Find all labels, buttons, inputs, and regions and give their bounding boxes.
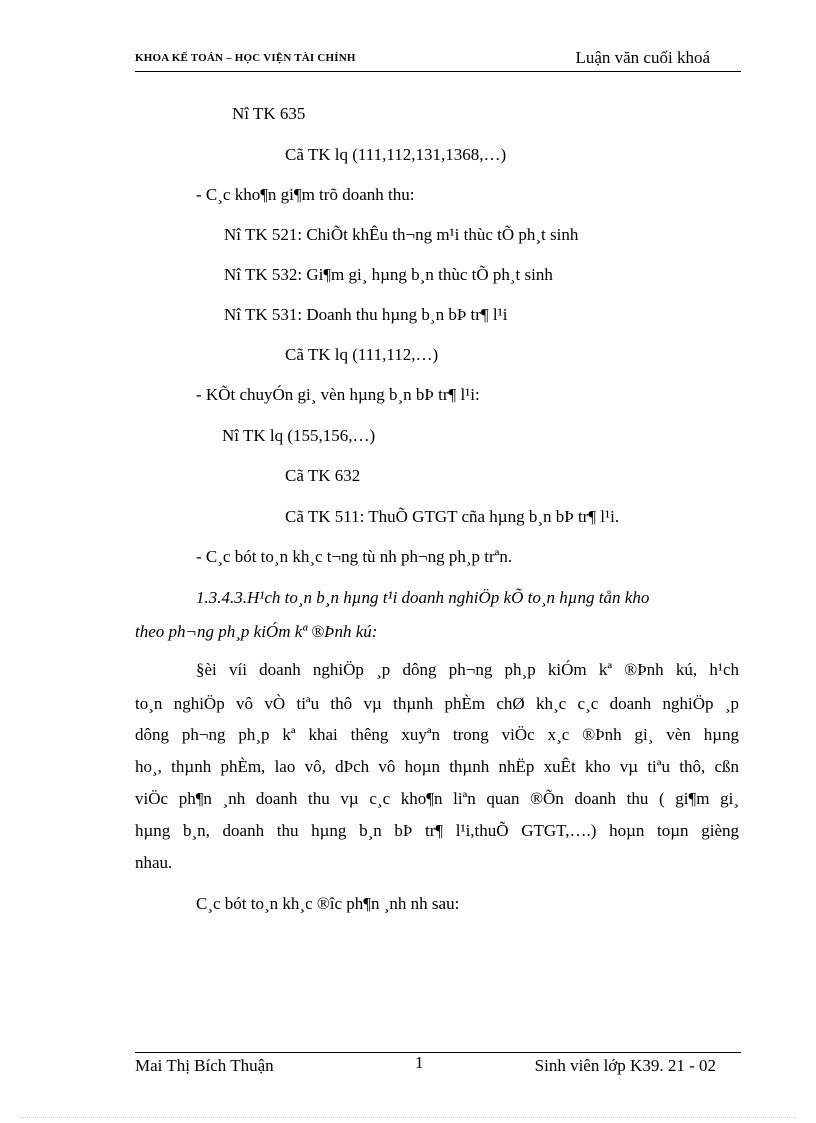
entry-debit-lq: Nî TK lq (155,156,…) — [222, 426, 376, 445]
paragraph-line-2: to¸n nghiÖp vô vÒ tiªu thô vµ thµnh phÈm chØ kh¸c c¸c doanh nghiÖp ¸p — [135, 694, 739, 713]
section-heading-line-2: theo ph¬ng ph¸p kiÓm kª ®Þnh kú: — [135, 622, 378, 641]
paragraph-line-5: viÖc ph¶n ¸nh doanh thu vµ c¸c kho¶n liªn quan ®Õn doanh thu ( gi¶m gi¸ — [135, 789, 739, 808]
entry-credit-511: Cã TK 511: ThuÕ GTGT cña hµng b¸n bÞ tr¶ l¹i. — [285, 507, 620, 526]
entry-credit-lq-2: Cã TK lq (111,112,…) — [285, 345, 439, 364]
section-cost-transfer: - KÕt chuyÓn gi¸ vèn hµng b¸n bÞ tr¶ l¹i: — [196, 385, 480, 404]
section-other-entries: - C¸c bót to¸n kh¸c t¬ng tù nh ph¬ng ph¸p trªn. — [196, 547, 513, 566]
entry-debit-532: Nî TK 532: Gi¶m gi¸ hµng b¸n thùc tÕ ph¸t sinh — [224, 265, 553, 284]
section-heading-line-1: 1.3.4.3.H¹ch to¸n b¸n hµng t¹i doanh nghiÖp kÕ to¸n hµng tån kho — [196, 588, 650, 607]
page-bottom-edge — [20, 1117, 796, 1118]
header-faculty: KHOA KẾ TOÁN – HỌC VIỆN TÀI CHÍNH — [135, 52, 356, 64]
paragraph-line-4: ho¸, thµnh phÈm, lao vô, dÞch vô hoµn thµnh nhËp xuÊt kho vµ tiªu thô, cßn — [135, 757, 739, 776]
header-divider — [135, 71, 741, 72]
footer-divider — [135, 1052, 741, 1053]
paragraph-line-7: nhau. — [135, 853, 173, 872]
closing-line: C¸c bót to¸n kh¸c ®îc ph¶n ¸nh nh sau: — [196, 894, 460, 913]
entry-credit-632: Cã TK 632 — [285, 466, 361, 485]
header-thesis-title: Luận văn cuối khoá — [575, 48, 710, 67]
entry-credit-lq: Cã TK lq (111,112,131,1368,…) — [285, 145, 507, 164]
page-number: 1 — [415, 1053, 424, 1072]
section-deductions: - C¸c kho¶n gi¶m trõ doanh thu: — [196, 185, 415, 204]
paragraph-line-6: hµng b¸n, doanh thu hµng b¸n bÞ tr¶ l¹i,thuÕ GTGT,….) hoµn toµn gièng — [135, 821, 739, 840]
footer-class-info: Sinh viên lớp K39. 21 - 02 — [534, 1056, 716, 1075]
paragraph-line-3: dông ph¬ng ph¸p kª khai thêng xuyªn trong viÖc x¸c ®Þnh gi¸ vèn hµng — [135, 725, 739, 744]
paragraph-line-1: §èi víi doanh nghiÖp ¸p dông ph¬ng ph¸p kiÓm kª ®Þnh kú, h¹ch — [196, 660, 739, 679]
entry-debit-521: Nî TK 521: ChiÕt khÊu th¬ng m¹i thùc tÕ ph¸t sinh — [224, 225, 579, 244]
footer-author: Mai Thị Bích Thuận — [135, 1056, 274, 1075]
entry-debit-531: Nî TK 531: Doanh thu hµng b¸n bÞ tr¶ l¹i — [224, 305, 508, 324]
entry-debit-635: Nî TK 635 — [232, 104, 306, 123]
